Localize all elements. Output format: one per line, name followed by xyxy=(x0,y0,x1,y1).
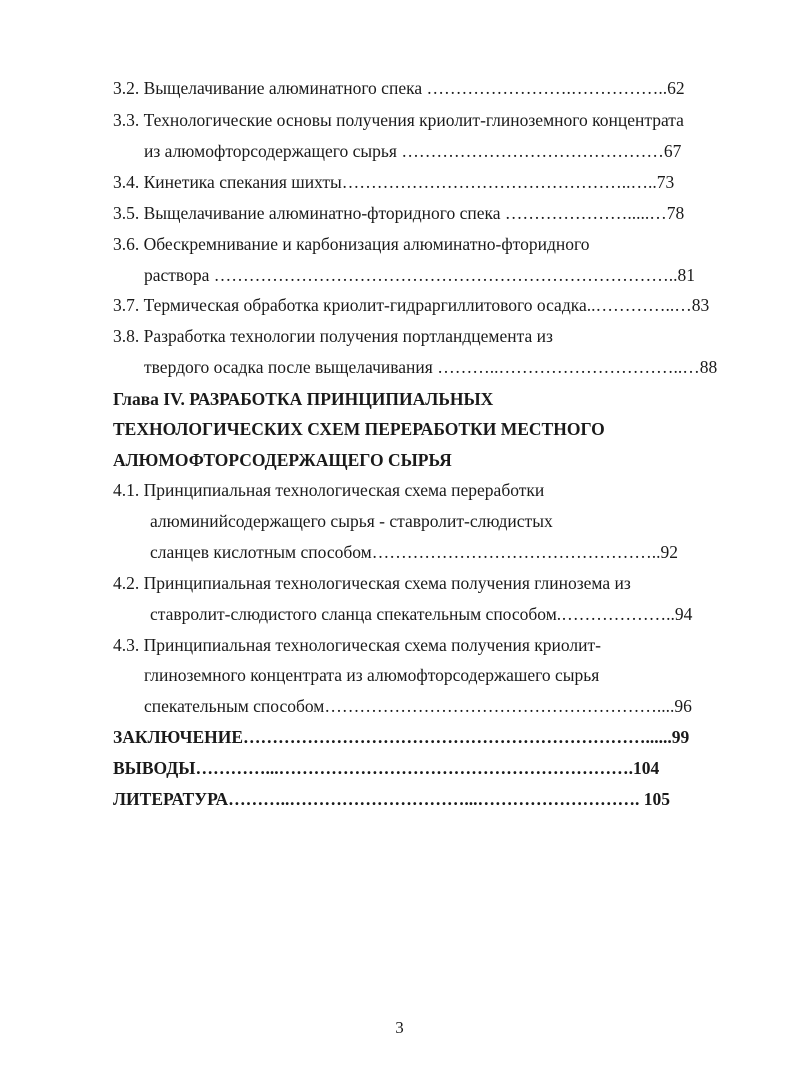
toc-entry-4-3-cont: глиноземного концентрата из алюмофторсодержашего сырья xyxy=(144,665,600,685)
toc-entry-4-1-cont: алюминийсодержащего сырья - ставролит-слюдистых xyxy=(150,511,553,531)
toc-entry-3-8-cont: твердого осадка после выщелачивания ………..…………………………..…88 xyxy=(144,357,718,377)
toc-entry-3-5: 3.5. Выщелачивание алюминатно-фторидного спека ………………….....…78 xyxy=(113,203,685,223)
toc-entry-4-1: 4.1. Принципиальная технологическая схема переработки xyxy=(113,480,545,500)
toc-entry-3-2: 3.2. Выщелачивание алюминатного спека …………………….……………..62 xyxy=(113,78,685,98)
toc-entry-literature: ЛИТЕРАТУРА………..…………………………...………………………. 105 xyxy=(113,789,671,809)
toc-entry-4-1-cont2: сланцев кислотным способом…………………………………………..92 xyxy=(150,542,678,562)
toc-entry-conclusion: ЗАКЛЮЧЕНИЕ……………………………………………………………......99 xyxy=(113,727,690,747)
page-number: 3 xyxy=(395,1018,404,1037)
toc-entry-4-3-cont2: спекательным способом…………………………………………………....96 xyxy=(144,696,692,716)
toc-entry-3-4: 3.4. Кинетика спекания шихты…………………………………………..…..73 xyxy=(113,172,675,192)
toc-entry-3-7: 3.7. Термическая обработка криолит-гидраргиллитового осадка..…………..…83 xyxy=(113,295,710,315)
toc-entry-findings: ВЫВОДЫ…………...…………………………………………………….104 xyxy=(113,758,660,778)
chapter-4-heading: Глава IV. РАЗРАБОТКА ПРИНЦИПИАЛЬНЫХ xyxy=(113,389,494,409)
toc-entry-4-2: 4.2. Принципиальная технологическая схема получения глинозема из xyxy=(113,573,631,593)
toc-entry-3-8: 3.8. Разработка технологии получения портландцемента из xyxy=(113,326,553,346)
chapter-4-heading-line2: ТЕХНОЛОГИЧЕСКИХ СХЕМ ПЕРЕРАБОТКИ МЕСТНОГО xyxy=(113,419,605,439)
toc-entry-4-2-cont: ставролит-слюдистого сланца спекательным способом.………………..94 xyxy=(150,604,693,624)
toc-entry-3-6-cont: раствора ……………………………………………………………………..81 xyxy=(144,265,695,285)
toc-entry-3-6: 3.6. Обескремнивание и карбонизация алюминатно-фторидного xyxy=(113,234,590,254)
toc-entry-3-3: 3.3. Технологические основы получения криолит-глиноземного концентрата xyxy=(113,110,684,130)
toc-entry-4-3: 4.3. Принципиальная технологическая схема получения криолит- xyxy=(113,635,601,655)
toc-entry-3-3-cont: из алюмофторсодержащего сырья ………………………………………67 xyxy=(144,141,682,161)
chapter-4-heading-line3: АЛЮМОФТОРСОДЕРЖАЩЕГО СЫРЬЯ xyxy=(113,450,452,470)
